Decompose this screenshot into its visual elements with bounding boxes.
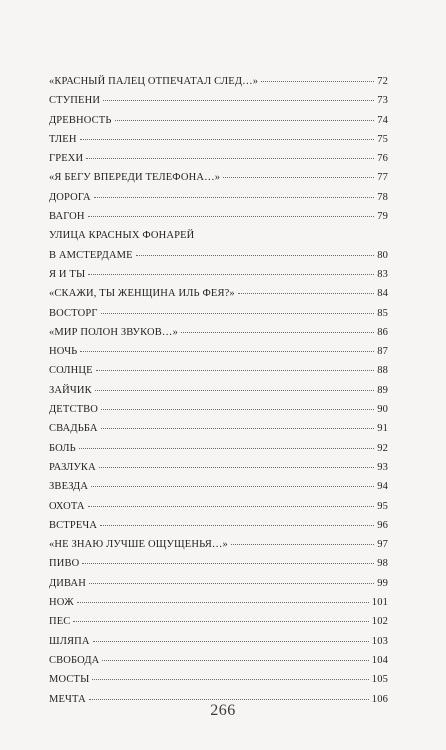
toc-leader-dots <box>86 158 374 159</box>
toc-entry <box>49 578 388 597</box>
toc-entry-page: 83 <box>377 268 388 280</box>
toc-entry <box>49 655 388 674</box>
toc-entry-page: 93 <box>377 461 388 473</box>
toc-entry-page: 99 <box>377 577 388 589</box>
toc-entry-page: 88 <box>377 365 388 377</box>
toc-leader-dots <box>95 390 374 391</box>
toc-entry-page: 86 <box>377 326 388 338</box>
toc-entry-title: ДОРОГА <box>49 191 91 203</box>
toc-leader-dots <box>94 197 374 198</box>
toc-leader-dots <box>88 216 375 217</box>
toc-entry-title: ШЛЯПА <box>49 635 90 647</box>
toc-entry-page: 102 <box>371 616 388 628</box>
toc-leader-dots <box>79 448 374 449</box>
toc-entry <box>49 481 388 500</box>
toc-leader-dots <box>100 525 374 526</box>
toc-entry-page: 77 <box>377 172 388 184</box>
toc-entry-title: СТУПЕНИ <box>49 95 101 107</box>
toc-leader-dots <box>77 602 369 603</box>
toc-leader-dots <box>89 583 374 584</box>
toc-entry-title: ГРЕХИ <box>49 153 84 165</box>
toc-entry <box>49 269 388 288</box>
toc-leader-dots <box>101 313 375 314</box>
toc-leader-dots <box>115 120 375 121</box>
toc-entry <box>49 192 388 211</box>
toc-entry-page: 80 <box>377 249 388 261</box>
toc-entry-title: ЗАЙЧИК <box>49 384 92 396</box>
toc-leader-dots <box>223 177 374 178</box>
toc-entry-page: 76 <box>377 153 388 165</box>
toc-entry <box>49 327 388 346</box>
toc-entry <box>49 674 388 693</box>
toc-entry-title: СОЛНЦЕ <box>49 365 93 377</box>
toc-entry-page: 103 <box>371 635 388 647</box>
toc-entry-page: 87 <box>377 346 388 358</box>
toc-entry <box>49 520 388 539</box>
toc-entry-title: СВАДЬБА <box>49 423 98 435</box>
toc-leader-dots <box>101 409 374 410</box>
toc-entry <box>49 636 388 655</box>
toc-entry-title: ДРЕВНОСТЬ <box>49 114 112 126</box>
toc-entry-title: Я И ТЫ <box>49 268 86 280</box>
toc-leader-dots <box>80 139 375 140</box>
toc-entry <box>49 211 388 230</box>
toc-entry-title: ОХОТА <box>49 500 85 512</box>
toc-entry-page: 84 <box>377 288 388 300</box>
toc-entry-title: ТЛЕН <box>49 133 77 145</box>
toc-leader-dots <box>102 660 368 661</box>
toc-entry <box>49 423 388 442</box>
toc-entry <box>49 385 388 404</box>
toc-leader-dots <box>181 332 374 333</box>
toc-leader-dots <box>96 370 375 371</box>
toc-leader-dots <box>231 544 374 545</box>
toc-entry-page: 75 <box>377 133 388 145</box>
toc-entry-title: «НЕ ЗНАЮ ЛУЧШЕ ОЩУЩЕНЬЯ…» <box>49 539 228 551</box>
toc-entry-title: НОЖ <box>49 597 74 609</box>
toc-entry <box>49 539 388 558</box>
toc-entry <box>49 153 388 172</box>
toc-leader-dots <box>136 255 374 256</box>
toc-entry-title: ДЕТСТВО <box>49 404 99 416</box>
toc-entry-title: НОЧЬ <box>49 346 78 358</box>
toc-entry-title: ДИВАН <box>49 577 87 589</box>
toc-leader-dots <box>88 274 374 275</box>
toc-entry <box>49 501 388 520</box>
toc-entry <box>49 404 388 423</box>
toc-entry-page: 97 <box>377 539 388 551</box>
toc-entry-page: 98 <box>377 558 388 570</box>
toc-entry-title: МЕЧТА <box>49 693 86 705</box>
toc-entry-page: 106 <box>371 693 388 705</box>
toc-entry-title: ВАГОН <box>49 211 85 223</box>
toc-entry-page: 72 <box>377 76 388 87</box>
toc-entry-title: В АМСТЕРДАМЕ <box>49 249 133 261</box>
toc-entry-page: 94 <box>377 481 388 493</box>
toc-entry <box>49 462 388 481</box>
toc-entry-page: 79 <box>377 211 388 223</box>
toc-leader-dots <box>89 699 369 700</box>
toc-entry-title: ПЕС <box>49 616 71 628</box>
toc-entry-page: 105 <box>371 674 388 686</box>
toc-entry <box>49 288 388 307</box>
toc-entry <box>49 616 388 635</box>
toc-entry-title: МОСТЫ <box>49 674 90 686</box>
toc-entry <box>49 95 388 114</box>
toc-entry <box>49 365 388 384</box>
toc-entry-page: 95 <box>377 500 388 512</box>
toc-entry-page: 78 <box>377 191 388 203</box>
toc-entry-title: УЛИЦА КРАСНЫХ ФОНАРЕЙ <box>49 230 195 242</box>
toc-entry <box>49 443 388 462</box>
toc-entry <box>49 230 388 249</box>
toc-entry <box>49 134 388 153</box>
toc-entry <box>49 115 388 134</box>
page-number: 266 <box>210 702 236 719</box>
toc-entry-title: «СКАЖИ, ТЫ ЖЕНЩИНА ИЛЬ ФЕЯ?» <box>49 288 235 300</box>
toc-entry-page: 101 <box>371 597 388 609</box>
toc-entry-page: 96 <box>377 519 388 531</box>
toc-leader-dots <box>261 81 374 82</box>
toc-entry-page: 74 <box>377 114 388 126</box>
toc-entry-title: БОЛЬ <box>49 442 76 454</box>
toc-entry <box>49 346 388 365</box>
toc-entry-title: ЗВЕЗДА <box>49 481 89 493</box>
toc-entry-title: ПИВО <box>49 558 80 570</box>
toc-entry-title: ВОСТОРГ <box>49 307 98 319</box>
toc-leader-dots <box>88 506 375 507</box>
toc-entry-title: «Я БЕГУ ВПЕРЕДИ ТЕЛЕФОНА…» <box>49 172 221 184</box>
toc-entry-page: 91 <box>377 423 388 435</box>
toc-leader-dots <box>93 641 369 642</box>
toc-entry-title: «МИР ПОЛОН ЗВУКОВ…» <box>49 326 178 338</box>
toc-leader-dots <box>73 621 368 622</box>
toc-leader-dots <box>80 351 374 352</box>
toc-entry <box>49 250 388 269</box>
toc-leader-dots <box>101 428 375 429</box>
toc-leader-dots <box>92 679 368 680</box>
toc-entry-page: 104 <box>371 654 388 666</box>
toc-leader-dots <box>82 563 374 564</box>
toc-entry <box>49 172 388 191</box>
toc-entry <box>49 558 388 577</box>
toc-leader-dots <box>238 293 374 294</box>
toc-entry-page: 89 <box>377 384 388 396</box>
toc-leader-dots <box>99 467 374 468</box>
toc-leader-dots <box>103 100 374 101</box>
toc-entry-title: «КРАСНЫЙ ПАЛЕЦ ОТПЕЧАТАЛ СЛЕД…» <box>49 76 259 87</box>
toc-entry <box>49 597 388 616</box>
toc-entry-page: 73 <box>377 95 388 107</box>
toc-entry <box>49 76 388 95</box>
toc-entry-title: ВСТРЕЧА <box>49 519 98 531</box>
toc-entry <box>49 308 388 327</box>
toc-entry-page: 90 <box>377 404 388 416</box>
toc-entry-page: 92 <box>377 442 388 454</box>
toc-entry-page: 85 <box>377 307 388 319</box>
toc-leader-dots <box>91 486 374 487</box>
table-of-contents <box>49 76 388 713</box>
toc-entry-title: СВОБОДА <box>49 654 100 666</box>
toc-entry-title: РАЗЛУКА <box>49 461 96 473</box>
